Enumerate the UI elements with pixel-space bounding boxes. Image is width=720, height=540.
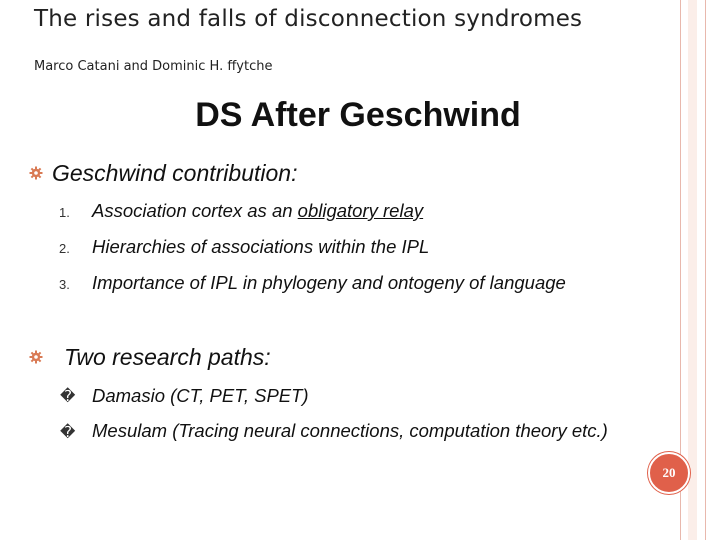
gear-bullet-icon	[29, 350, 43, 364]
frame-band	[688, 0, 697, 540]
list-item-mesulam: Mesulam (Tracing neural connections, computation theory etc.)	[92, 420, 608, 441]
frame-line-right	[705, 0, 706, 540]
list-number: 2.	[59, 241, 70, 256]
list-number: 3.	[59, 277, 70, 292]
header-authors: Marco Catani and Dominic H. ffytche	[34, 59, 273, 74]
slide-title: DS After Geschwind	[195, 96, 521, 134]
bullet-two-research-paths: Two research paths:	[64, 344, 271, 370]
header-title: The rises and falls of disconnection syndromes	[34, 6, 583, 32]
list-item-importance-ipl: Importance of IPL in phylogeny and ontogeny of language	[92, 272, 566, 293]
list-number: 1.	[59, 205, 70, 220]
list-item-text: Association cortex as an	[92, 200, 298, 221]
list-item-damasio: Damasio (CT, PET, SPET)	[92, 385, 309, 406]
gear-bullet-icon	[29, 166, 43, 180]
box-marker-icon: �	[60, 423, 76, 441]
box-marker-icon: �	[60, 387, 76, 405]
list-item-hierarchies: Hierarchies of associations within the IPL	[92, 236, 430, 257]
underlined-term: obligatory relay	[297, 200, 424, 221]
page-number-badge: 20	[648, 452, 690, 494]
list-item-association-cortex	[92, 200, 423, 222]
bullet-geschwind-contribution: Geschwind contribution:	[52, 160, 298, 186]
